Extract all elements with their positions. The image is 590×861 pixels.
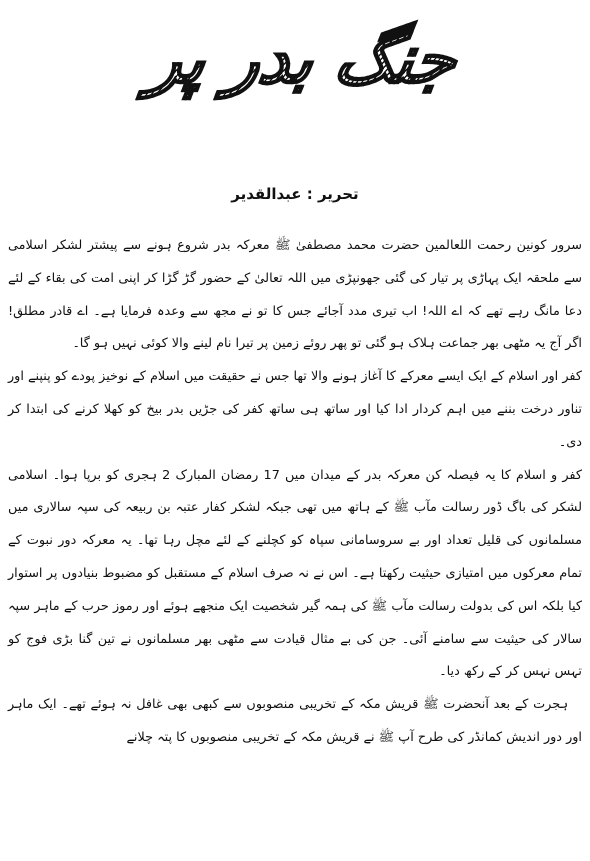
article-body xyxy=(8,230,582,755)
title-banner xyxy=(90,4,500,120)
paragraph-badr-battle: کفر و اسلام کا یہ فیصلہ کن معرکہ بدر کے میدان میں 17 رمضان المبارک 2 ہجری کو برپا ہوا۔ اسلامی لشکر کی باگ ڈور رسالت مآب ﷺ کے ہاتھ میں تھی جبکہ لشکر کفار عتبہ بن ربیعہ کی سپہ سالاری میں مسلمانوں کی قلیل تعداد اور بے سروسامانی سپاہ کو کچلنے کے لئے مچل رہا تھا۔ یہ معرکہ دور نبوت کے تمام معرکوں میں امتیازی حیثیت رکھتا ہے۔ اس نے نہ صرف اسلام کے مستقبل کو مضبوط بنیادوں پر استوار کیا بلکہ اس کی بدولت رسالت مآب ﷺ کی ہمہ گیر شخصیت ایک منجھے ہوئے اور رموز حرب کے ماہر سپہ سالار کی حیثیت سے سامنے آئی۔ جن کی بے مثال قیادت سے مٹھی بھر مسلمانوں نے تین گنا بڑی فوج کو تہس نہس کر کے رکھ دیا۔ xyxy=(8,467,582,680)
paragraph-hijrat: ہجرت کے بعد آنحضرت ﷺ قریش مکہ کے تخریبی منصوبوں سے کبھی بھی غافل نہ ہوئے تھے۔ ایک ماہر اور دور اندیش کمانڈر کی طرح آپ ﷺ نے قریش مکہ کے تخریبی منصوبوں کا پتہ چلانے xyxy=(8,697,582,745)
author-byline: تحریر : عبدالقدیر xyxy=(231,185,359,203)
article-title: جنگ بدر پر xyxy=(90,4,500,120)
paragraph-kufr-islam: کفر اور اسلام کے ایک ایسے معرکے کا آغاز ہونے والا تھا جس نے حقیقت میں اسلام کے نوخیز پودے کو پنپنے اور تناور درخت بننے میں اہم کردار ادا کیا اور ساتھ ہی ساتھ کفر کی جڑیں بدر بیخ کو کھلا کرنے کی ابتدا کر دی۔ xyxy=(8,369,582,450)
paragraph-dua: سرور کونین رحمت اللعالمین حضرت محمد مصطفیٰ ﷺ معرکہ بدر شروع ہونے سے پیشتر لشکر اسلامی سے ملحقہ ایک پہاڑی پر تیار کی گئی جھونپڑی میں اللہ تعالیٰ کے حضور گڑ گڑا کر اپنی امت کی بقاء کے لئے دعا مانگ رہے تھے کہ اے اللہ! اب تیری مدد آجائے جس کا تو نے مجھ سے وعدہ فرمایا ہے۔ اے قادر مطلق! اگر آج یہ مٹھی بھر جماعت ہلاک ہو گئی تو پھر روئے زمین پر تیرا نام لینے والا کوئی نہیں ہو گا۔ xyxy=(8,238,582,352)
